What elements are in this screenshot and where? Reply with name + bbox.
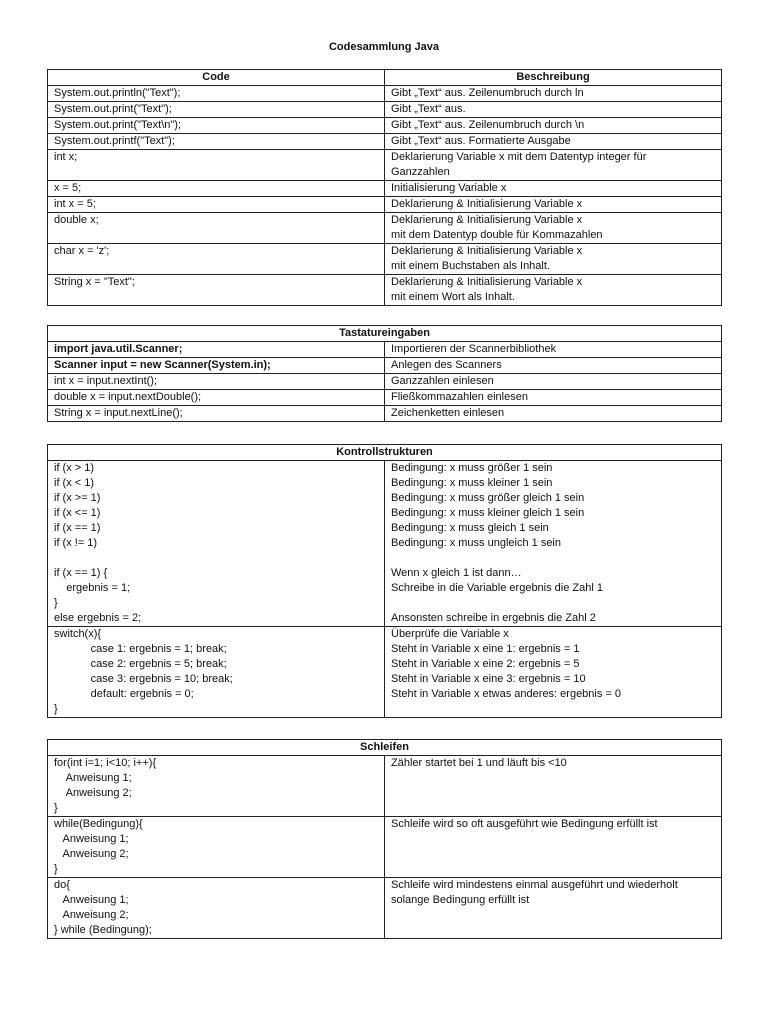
- code-cell: double x;: [48, 213, 385, 244]
- table-row: [48, 342, 722, 358]
- description-cell: Schleife wird so oft ausgeführt wie Bedingung erfüllt ist: [385, 817, 722, 878]
- code-cell: System.out.println("Text");: [48, 86, 385, 102]
- code-cell: int x = input.nextInt();: [48, 374, 385, 390]
- table-row: [48, 150, 722, 181]
- description-cell: Deklarierung & Initialisierung Variable x mit dem Datentyp double für Kommazahlen: [385, 213, 722, 244]
- table-row: [48, 374, 722, 390]
- section-header-loops: Schleifen: [48, 740, 722, 756]
- control-structures-table: [47, 444, 722, 718]
- table-row: [48, 197, 722, 213]
- table-header-row: [48, 445, 722, 461]
- table-row: [48, 181, 722, 197]
- description-cell: Gibt „Text“ aus. Formatierte Ausgabe: [385, 134, 722, 150]
- table-row: [48, 817, 722, 878]
- description-cell: Gibt „Text“ aus. Zeilenumbruch durch ln: [385, 86, 722, 102]
- code-cell: char x = 'z';: [48, 244, 385, 275]
- table-row: [48, 86, 722, 102]
- code-cell: String x = input.nextLine();: [48, 406, 385, 422]
- code-cell: x = 5;: [48, 181, 385, 197]
- code-cell: import java.util.Scanner;: [48, 342, 385, 358]
- table-row: [48, 756, 722, 817]
- table-row: [48, 358, 722, 374]
- table-row: [48, 213, 722, 244]
- code-cell: for(int i=1; i<10; i++){ Anweisung 1; Anweisung 2; }: [48, 756, 385, 817]
- description-cell: Ganzzahlen einlesen: [385, 374, 722, 390]
- description-cell: Zeichenketten einlesen: [385, 406, 722, 422]
- description-cell: Zähler startet bei 1 und läuft bis <10: [385, 756, 722, 817]
- description-cell: Deklarierung & Initialisierung Variable x: [385, 197, 722, 213]
- table-row: [48, 406, 722, 422]
- code-table: [47, 69, 722, 306]
- description-cell: Fließkommazahlen einlesen: [385, 390, 722, 406]
- description-cell: Deklarierung Variable x mit dem Datentyp integer für Ganzzahlen: [385, 150, 722, 181]
- description-cell: Gibt „Text“ aus. Zeilenumbruch durch \n: [385, 118, 722, 134]
- code-cell: switch(x){ case 1: ergebnis = 1; break; case 2: ergebnis = 5; break; case 3: ergebnis = 10; break; default: ergebnis = 0; }: [48, 627, 385, 718]
- table-row: [48, 244, 722, 275]
- column-header-description: Beschreibung: [385, 70, 722, 86]
- table-row: [48, 134, 722, 150]
- code-cell: while(Bedingung){ Anweisung 1; Anweisung 2; }: [48, 817, 385, 878]
- code-cell: double x = input.nextDouble();: [48, 390, 385, 406]
- keyboard-input-table: [47, 325, 722, 422]
- section-header-keyboard-input: Tastatureingaben: [48, 326, 722, 342]
- code-cell: System.out.printf("Text");: [48, 134, 385, 150]
- code-cell: int x = 5;: [48, 197, 385, 213]
- description-cell: Deklarierung & Initialisierung Variable x mit einem Wort als Inhalt.: [385, 275, 722, 306]
- section-header-control-structures: Kontrollstrukturen: [48, 445, 722, 461]
- code-cell: System.out.print("Text");: [48, 102, 385, 118]
- description-cell: Anlegen des Scanners: [385, 358, 722, 374]
- document-title: Codesammlung Java: [328, 41, 440, 53]
- description-cell: Überprüfe die Variable x Steht in Variable x eine 1: ergebnis = 1 Steht in Variable x eine 2: ergebnis = 5 Steht in Variable x eine 3: ergebnis = 10 Steht in Variable x etwas anderes: ergebnis = 0: [385, 627, 722, 718]
- description-cell: Gibt „Text“ aus.: [385, 102, 722, 118]
- table-header-row: [48, 70, 722, 86]
- table-row: [48, 461, 722, 627]
- loops-table: [47, 739, 722, 939]
- code-cell: if (x > 1) if (x < 1) if (x >= 1) if (x <= 1) if (x == 1) if (x != 1) if (x == 1) { ergebnis = 1; } else ergebnis = 2;: [48, 461, 385, 627]
- table-row: [48, 118, 722, 134]
- code-cell: int x;: [48, 150, 385, 181]
- code-cell: System.out.print("Text\n");: [48, 118, 385, 134]
- code-cell: String x = "Text";: [48, 275, 385, 306]
- description-cell: Importieren der Scannerbibliothek: [385, 342, 722, 358]
- table-row: [48, 878, 722, 939]
- table-header-row: [48, 740, 722, 756]
- description-cell: Initialisierung Variable x: [385, 181, 722, 197]
- description-cell: Bedingung: x muss größer 1 sein Bedingung: x muss kleiner 1 sein Bedingung: x muss größer gleich 1 sein Bedingung: x muss kleiner gleich 1 sein Bedingung: x muss gleich 1 sein Bedingung: x muss ungleich 1 sein Wenn x gleich 1 ist dann… Schreibe in die Variable ergebnis die Zahl 1 Ansonsten schreibe in ergebnis die Zahl 2: [385, 461, 722, 627]
- description-cell: Deklarierung & Initialisierung Variable x mit einem Buchstaben als Inhalt.: [385, 244, 722, 275]
- table-row: [48, 390, 722, 406]
- description-cell: Schleife wird mindestens einmal ausgeführt und wiederholt solange Bedingung erfüllt ist: [385, 878, 722, 939]
- code-cell: Scanner input = new Scanner(System.in);: [48, 358, 385, 374]
- table-header-row: [48, 326, 722, 342]
- table-row: [48, 102, 722, 118]
- code-cell: do{ Anweisung 1; Anweisung 2; } while (Bedingung);: [48, 878, 385, 939]
- table-row: [48, 627, 722, 718]
- column-header-code: Code: [48, 70, 385, 86]
- table-row: [48, 275, 722, 306]
